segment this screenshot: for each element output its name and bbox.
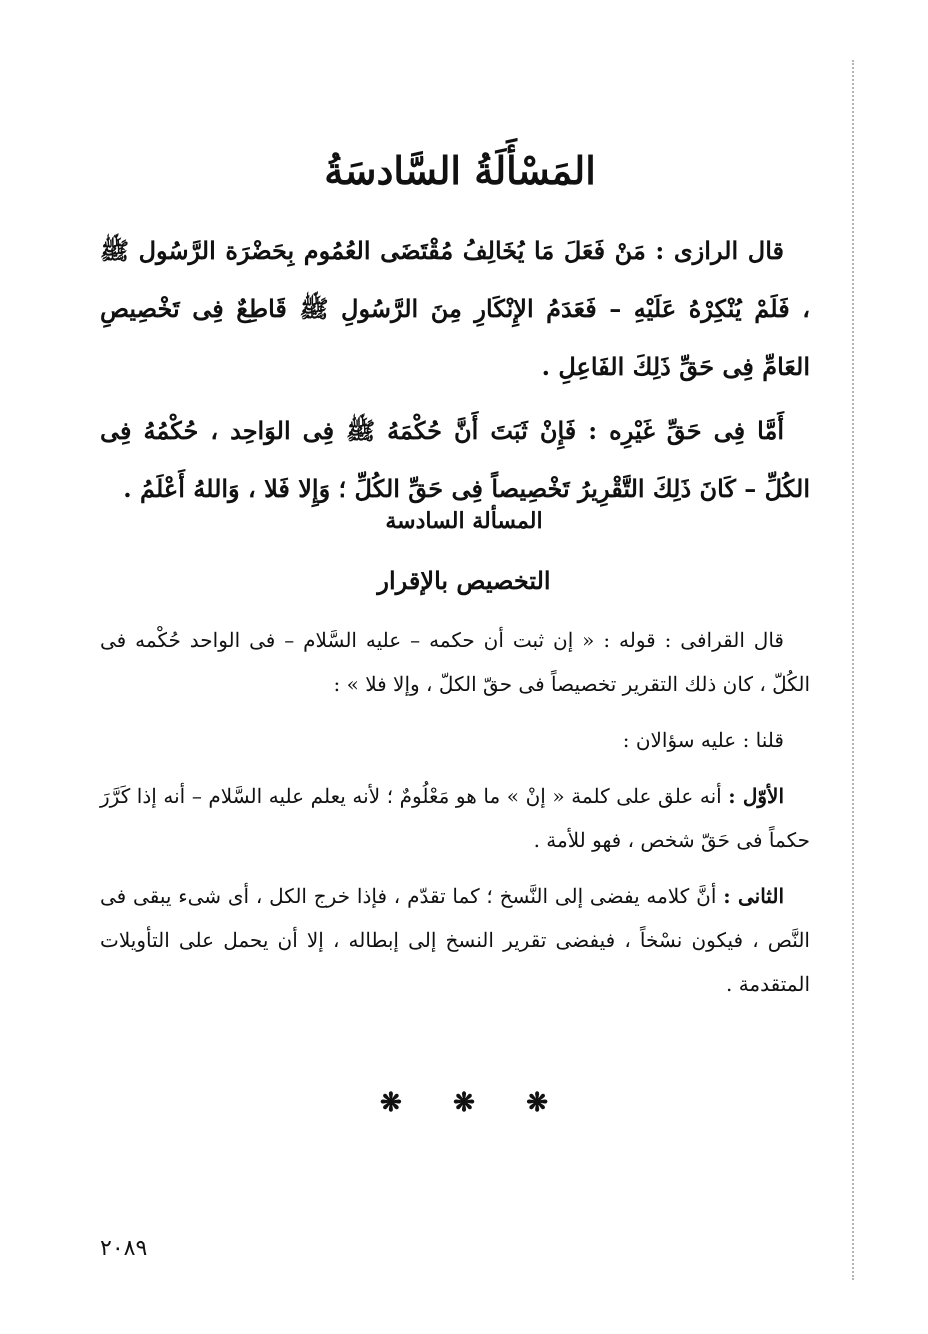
scan-edge-dots xyxy=(852,60,856,1280)
first-objection-text: أنه علق على كلمة « إنْ » ما هو مَعْلُومٌ ؛ لأنه يعلم عليه السَّلام – أنه إذا كَرَّرَ حكماً فى حَقّ شخص ، فهو للأمة . xyxy=(100,784,810,852)
razi-paragraph-2: أَمَّا فِى حَقِّ غَيْرِه : فَإِنْ ثَبَتَ أَنَّ حُكْمَهُ ﷺ فِى الوَاحِد ، حُكْمُهُ فِى الكُلِّ – كَانَ ذَلِكَ التَّقْرِيرُ تَخْصِيصاً فِى حَقِّ الكُلِّ ؛ وَإِلا فَلا ، وَاللهُ أَعْلَمُ . xyxy=(100,416,810,503)
ornament-star: ❋ xyxy=(526,1088,548,1118)
razi-paragraph-1: قال الرازى : مَنْ فَعَلَ مَا يُخَالِفُ مُقْتَضَى العُمُوم بِحَضْرَة الرَّسُول ﷺ ، فَلَمْ يُنْكِرْهُ عَلَيْهِ – فَعَدَمُ الإِنْكَارِ مِنَ الرَّسُولِ ﷺ قَاطِعٌ فِى تَخْصِيصِ العَامِّ فِى حَقِّ ذَلِكَ الفَاعِلِ . xyxy=(100,236,810,381)
main-title: المَسْأَلَةُ السَّادسَةُ xyxy=(324,148,596,193)
razi-section xyxy=(100,222,810,524)
qarafi-paragraph-4 xyxy=(100,874,810,1006)
ornament-star: ❋ xyxy=(380,1088,402,1118)
second-objection-text: أنَّ كلامه يفضى إلى النَّسخ ؛ كما تقدّم ، فإذا خرج الكل ، أى شىء يبقى فى النَّص ، فيكون نسْخاً ، فيفضى تقرير النسخ إلى إبطاله ، إلا أن يحمل على التأويلات المتقدمة . xyxy=(100,884,810,996)
qarafi-section xyxy=(100,618,810,1018)
page-number: ٢٠٨٩ xyxy=(100,1236,148,1261)
qarafi-paragraph-2: قلنا : عليه سؤالان : xyxy=(622,728,784,752)
ornament-row xyxy=(380,1088,548,1118)
first-objection-label: الأوّل : xyxy=(728,784,785,808)
ornament-star: ❋ xyxy=(453,1088,475,1118)
second-objection-label: الثانى : xyxy=(723,884,784,908)
section-subheading: التخصيص بالإقرار xyxy=(377,566,551,595)
qarafi-paragraph-1: قال القرافى : قوله : « إن ثبت أن حكمه – عليه السَّلام – فى الواحد حُكْمه فى الكُلّ ، كان ذلك التقرير تخصيصاً فى حقّ الكلّ ، وإلا فلا » : xyxy=(100,628,810,696)
qarafi-paragraph-3 xyxy=(100,774,810,862)
section-heading: المسألة السادسة xyxy=(385,508,543,534)
